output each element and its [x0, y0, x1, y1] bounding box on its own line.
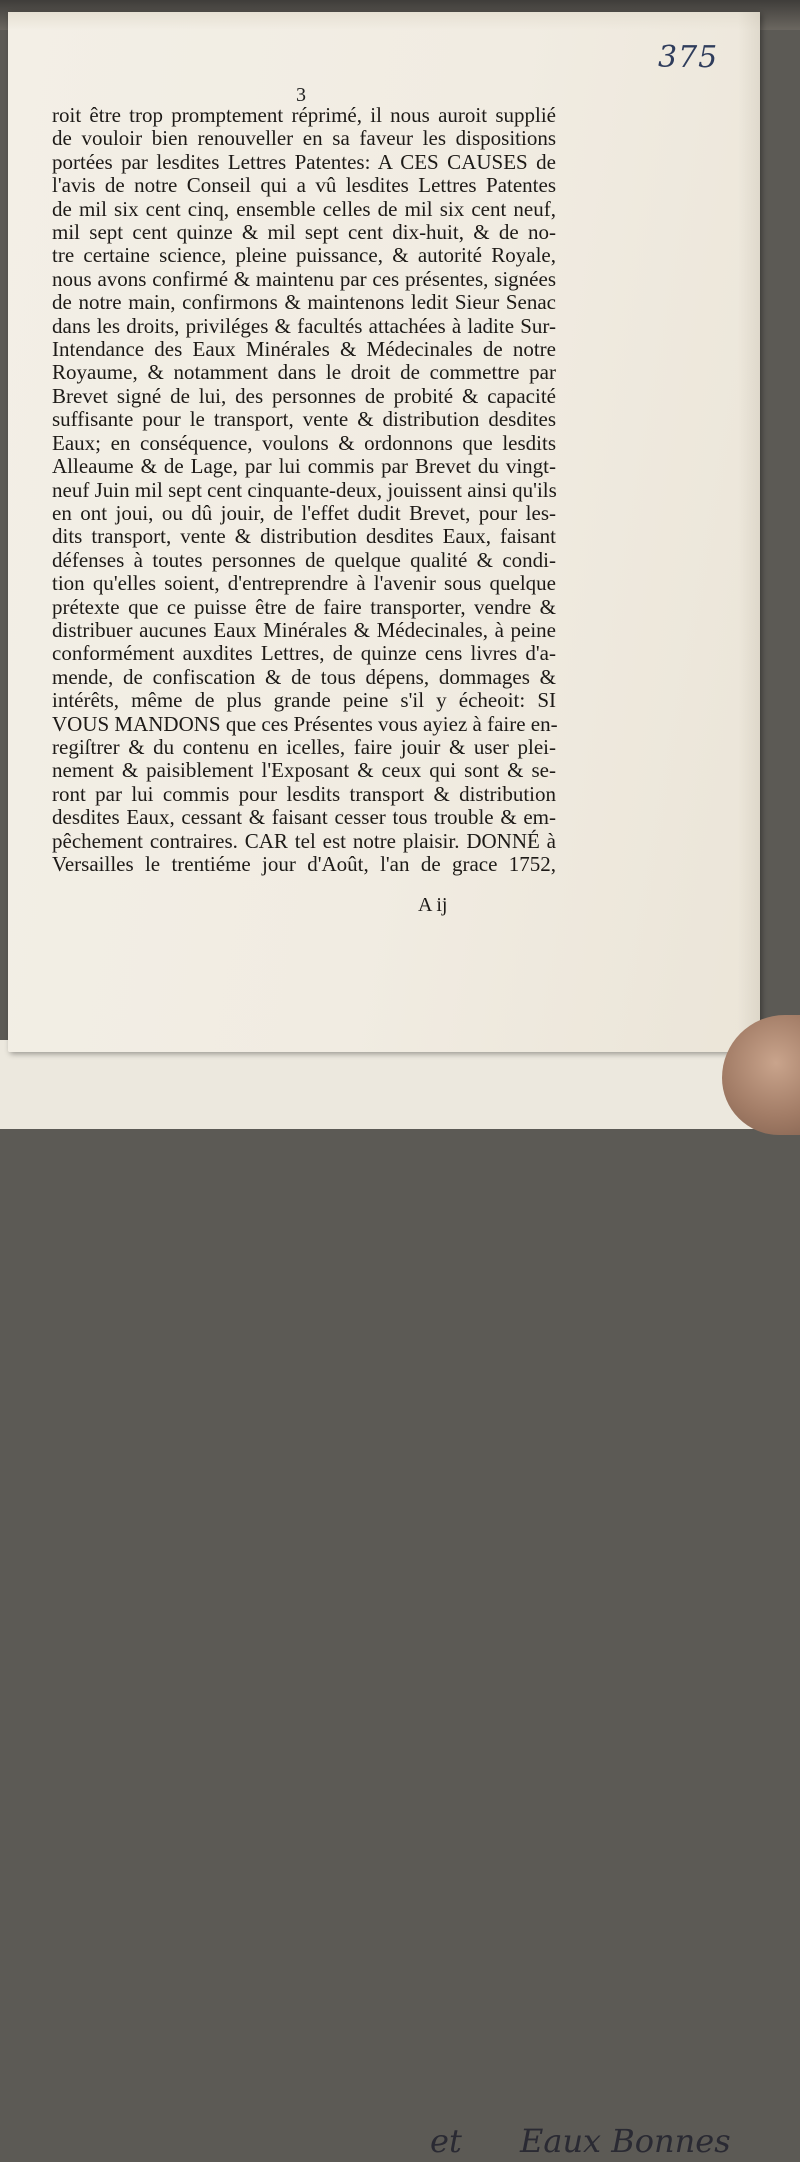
- text-line: l'avis de notre Conseil qui a vû lesdites Lettres Patentes: [52, 173, 556, 198]
- text-line: regiſtrer & du contenu en icelles, faire jouir & user plei-: [52, 734, 556, 759]
- text-line: dans les droits, priviléges & facultés attachées à ladite Sur-: [52, 313, 556, 338]
- signature-mark: A ij: [418, 894, 448, 916]
- text-line: neuf Juin mil sept cent cinquante-deux, jouissent ainsi qu'ils: [52, 477, 557, 502]
- text-line: prétexte que ce puisse être de faire transporter, vendre &: [52, 594, 556, 619]
- body-text: [52, 104, 556, 876]
- text-line: intérêts, même de plus grande peine s'il y écheoit: SI: [52, 688, 556, 713]
- text-line: VOUS MANDONS que ces Présentes vous ayiez à faire en-: [52, 711, 558, 736]
- text-line: Eaux; en conséquence, voulons & ordonnons que lesdits: [52, 430, 556, 455]
- text-line: Royaume, & notamment dans le droit de commettre par: [52, 360, 556, 385]
- text-line: Alleaume & de Lage, par lui commis par Brevet du vingt-: [52, 454, 556, 479]
- text-line: suffisante pour le transport, vente & distribution desdites: [52, 407, 556, 432]
- text-line: pêchement contraires. CAR tel est notre plaisir. DONNÉ à: [52, 828, 556, 853]
- text-line: mende, de confiscation & de tous dépens, dommages &: [52, 664, 556, 689]
- handwriting-fragment-2: Eaux Bonnes: [520, 2122, 731, 2160]
- text-line: défenses à toutes personnes de quelque qualité & condi-: [52, 547, 556, 572]
- text-line: Versailles le trentiéme jour d'Août, l'an de grace 1752,: [52, 852, 556, 876]
- text-line: de notre main, confirmons & maintenons ledit Sieur Senac: [52, 290, 556, 315]
- text-line: en ont joui, ou dû jouir, de l'effet dudit Brevet, pour les-: [52, 500, 556, 525]
- text-line: Brevet signé de lui, des personnes de probité & capacité: [52, 383, 556, 408]
- text-line: conformément auxdites Lettres, de quinze cens livres d'a-: [52, 641, 556, 666]
- folio-number: 375: [658, 40, 719, 75]
- text-line: nous avons confirmé & maintenu par ces présentes, signées: [52, 266, 556, 291]
- text-line: Intendance des Eaux Minérales & Médecinales de notre: [52, 337, 556, 362]
- text-line: de mil six cent cinq, ensemble celles de mil six cent neuf,: [52, 196, 556, 221]
- text-line: roit être trop promptement réprimé, il nous auroit supplié: [52, 103, 556, 127]
- text-line: dits transport, vente & distribution desdites Eaux, faisant: [52, 524, 556, 549]
- text-line: distribuer aucunes Eaux Minérales & Médecinales, à peine: [52, 617, 556, 642]
- handwriting-fragment-1: et: [430, 2122, 462, 2160]
- underlying-manuscript-page: [0, 1040, 800, 2160]
- text-line: desdites Eaux, cessant & faisant cesser tous trouble & em-: [52, 805, 556, 830]
- text-line: portées par lesdites Lettres Patentes: A CES CAUSES de: [52, 149, 556, 174]
- text-line: tre certaine science, pleine puissance, & autorité Royale,: [52, 243, 556, 268]
- text-line: nement & paisiblement l'Exposant & ceux qui sont & se-: [52, 758, 556, 783]
- text-line: tion qu'elles soient, d'entreprendre à l'avenir sous quelque: [52, 571, 556, 596]
- text-line: de vouloir bien renouveller en sa faveur les dispositions: [52, 126, 556, 151]
- page-edge-shadow: [738, 12, 760, 1052]
- page-number: 3: [296, 84, 306, 106]
- text-line: ront par lui commis pour lesdits transport & distribution: [52, 781, 556, 806]
- text-line: mil sept cent quinze & mil sept cent dix-huit, & de no-: [52, 220, 556, 245]
